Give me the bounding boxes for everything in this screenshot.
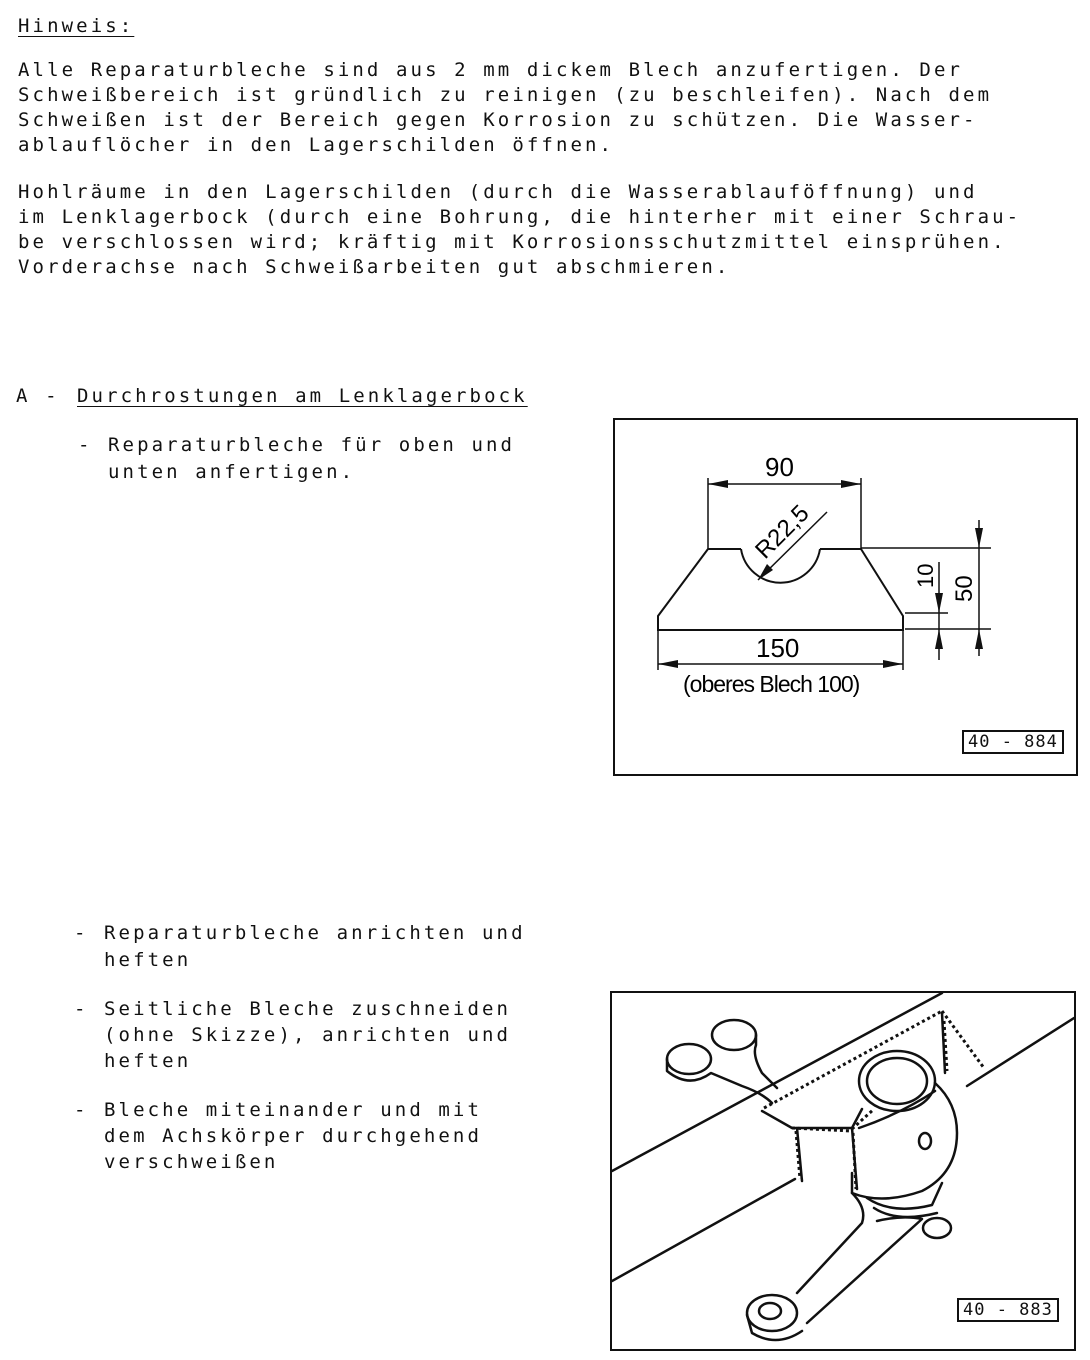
section-a-prefix: A - [16, 385, 60, 407]
step-text: unten anfertigen. [108, 461, 356, 483]
figure-label: 40 - 883 [957, 1298, 1059, 1322]
axle-bracket-drawing [612, 993, 1074, 1349]
step-text: Reparaturbleche für oben und [108, 434, 516, 456]
note-paragraph-2 [18, 181, 1021, 281]
bullet-dash: - [78, 434, 93, 456]
plate-cutout [741, 549, 820, 583]
step-item [74, 1097, 564, 1179]
figure-repair-plate-drawing [613, 418, 1078, 776]
text-line: Schweißbereich ist gründlich zu reinigen (zu beschleifen). Nach dem [18, 84, 993, 106]
step-text: Reparaturbleche anrichten und [104, 922, 526, 944]
step-item [74, 996, 564, 1078]
bullet-dash: - [74, 922, 89, 944]
note-heading: Hinweis: [18, 15, 135, 37]
text-line: Alle Reparaturbleche sind aus 2 mm dickem Blech anzufertigen. Der [18, 59, 964, 81]
plate-outline [658, 549, 903, 630]
text-line: im Lenklagerbock (durch eine Bohrung, die hinterher mit einer Schrau- [18, 206, 1022, 228]
step-text: heften [104, 1050, 192, 1072]
bullet-dash: - [74, 1099, 89, 1121]
text-line: Vorderachse nach Schweißarbeiten gut abschmieren. [18, 256, 731, 278]
figure-welded-bracket-illustration [610, 991, 1076, 1351]
dim-top: 90 [765, 452, 794, 482]
dim-radius: R22,5 [750, 499, 815, 565]
text-line: be verschlossen wird; kräftig mit Korrosionsschutzmittel einsprühen. [18, 231, 1007, 253]
step-item [74, 920, 564, 976]
section-a-title: Durchrostungen am Lenklagerbock [77, 385, 528, 407]
step-text: (ohne Skizze), anrichten und [104, 1024, 512, 1046]
step-text: heften [104, 949, 192, 971]
text-line: Hohlräume in den Lagerschilden (durch die Wasserablauföffnung) und [18, 181, 978, 203]
text-line: ablauflöcher in den Lagerschilden öffnen. [18, 134, 615, 156]
bullet-dash: - [74, 998, 89, 1020]
dim-total-height: 50 [951, 575, 978, 602]
step-text: Seitliche Bleche zuschneiden [104, 998, 512, 1020]
figure-label: 40 - 884 [962, 730, 1064, 754]
note-paragraph-1 [18, 59, 992, 159]
dim-small-height: 10 [913, 563, 938, 588]
step-text: Bleche miteinander und mit [104, 1099, 483, 1121]
step-text: dem Achskörper durchgehend [104, 1125, 483, 1147]
dim-note: (oberes Blech 100) [683, 671, 860, 697]
step-item [78, 432, 558, 492]
text-line: Schweißen ist der Bereich gegen Korrosion zu schützen. Die Wasser- [18, 109, 978, 131]
repair-plate-dimension-drawing [615, 420, 1076, 774]
step-text: verschweißen [104, 1151, 279, 1173]
dim-bottom: 150 [756, 633, 800, 663]
